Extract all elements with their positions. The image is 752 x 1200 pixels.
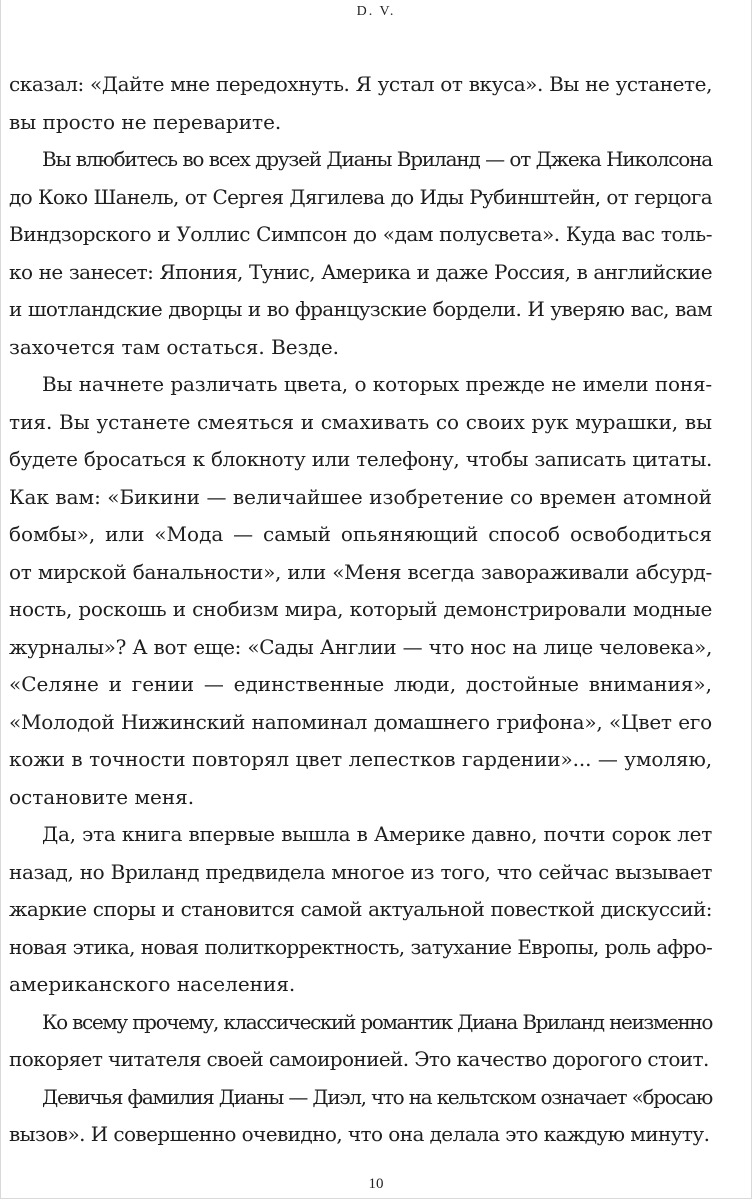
text-line: и шотландские дворцы и во французские бордели. И уверяю вас, вам (9, 297, 712, 321)
paragraph (9, 66, 712, 141)
text-line: покоряет читателя своей самоиронией. Это качество дорогого стоит. (9, 1047, 709, 1071)
text-line: ность, роскошь и снобизм мира, который демонстрировали модные (9, 597, 712, 621)
text-line: ко не занесет: Япония, Тунис, Америка и даже Россия, в английские (9, 259, 712, 284)
text-body (9, 66, 712, 1154)
text-line: сказал: «Дайте мне передохнуть. Я устал от вкуса». Вы не устанете, (9, 72, 712, 96)
text-line: Вы влюбитесь во всех друзей Дианы Вриланд — от Джека Николсона (42, 147, 712, 171)
text-line: американского населения. (9, 972, 296, 996)
text-line: Ко всему прочему, классический романтик Диана Вриланд неизменно (42, 1009, 712, 1034)
text-line: новая этика, новая политкорректность, затухание Европы, роль афро- (9, 934, 712, 959)
paragraph (9, 366, 712, 816)
running-header: D. V. (356, 4, 396, 19)
text-line: остановите меня. (9, 784, 195, 809)
text-line: захочется там остаться. Везде. (9, 334, 340, 359)
text-line: журналы»? А вот еще: «Сады Англии — что нос на лице человека», (9, 634, 712, 659)
paragraph (9, 141, 712, 366)
text-line: «Селяне и гении — единственные люди, достойные внимания», (9, 672, 712, 696)
text-line: назад, но Вриланд предвидела многое из того, что сейчас вызывает (9, 859, 712, 884)
text-line: вызов». И совершенно очевидно, что она делала это каждую минуту. (9, 1122, 710, 1146)
text-line: жаркие споры и становится самой актуальной повесткой дискуссий: (9, 897, 712, 921)
paragraph (9, 1004, 712, 1079)
text-line: бомбы», или «Мода — самый опьяняющий способ освободиться (9, 522, 712, 546)
text-line: от мирской банальности», или «Меня всегда завораживали абсурд- (9, 559, 712, 584)
text-line: до Коко Шанель, от Сергея Дягилева до Иды Рубинштейн, от герцога (9, 184, 712, 209)
text-line: «Молодой Нижинский напоминал домашнего грифона», «Цвет его (9, 709, 712, 734)
text-line: Как вам: «Бикини — величайшее изобретение со времен атомной (9, 484, 712, 509)
text-line: кожи в точности повторял цвет лепестков гардении»... — умоляю, (9, 747, 712, 771)
text-line: Виндзорского и Уоллис Симпсон до «дам полусвета». Куда вас толь- (9, 222, 712, 246)
paragraph (9, 816, 712, 1004)
text-line: вы просто не переварите. (9, 109, 282, 134)
page-number: 10 (368, 1176, 384, 1192)
text-line: Вы начнете различать цвета, о которых прежде не имели поня- (42, 372, 712, 396)
text-line: Девичья фамилия Дианы — Диэл, что на кельтском означает «бросаю (42, 1084, 712, 1109)
text-line: Да, эта книга впервые вышла в Америке давно, почти сорок лет (42, 822, 712, 846)
text-line: будете бросаться к блокноту или телефону, чтобы записать цитаты. (9, 447, 712, 471)
text-line: тия. Вы устанете смеяться и смахивать со своих рук мурашки, вы (9, 409, 712, 434)
paragraph (9, 1079, 712, 1154)
